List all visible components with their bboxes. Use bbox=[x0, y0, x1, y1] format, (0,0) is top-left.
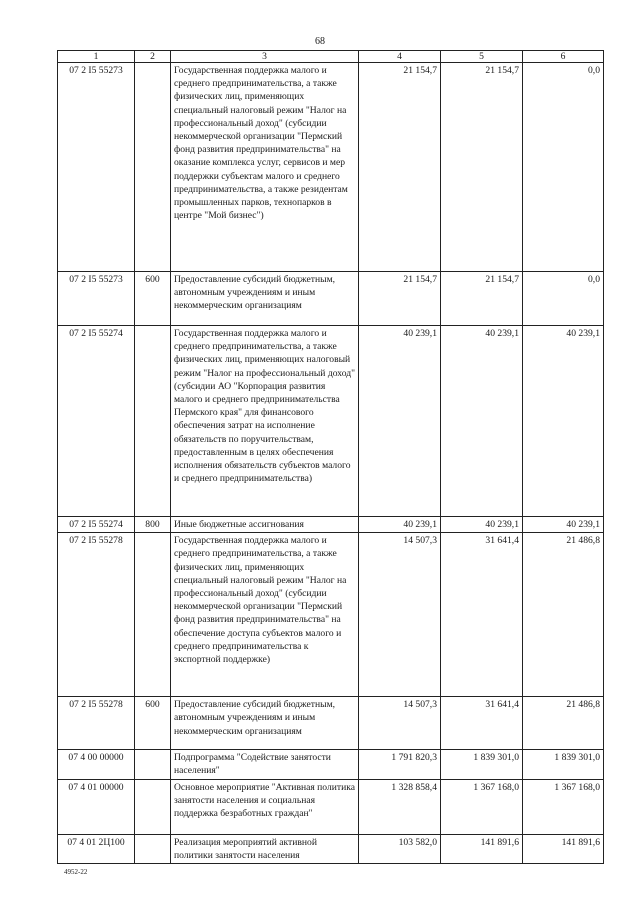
row-name: Предоставление субсидий бюджетным, автономным учреждениям и иным некоммерческим организациям bbox=[171, 272, 359, 326]
table-row bbox=[58, 834, 604, 863]
row-expense-type bbox=[135, 834, 171, 863]
row-value-col6: 40 239,1 bbox=[523, 326, 604, 517]
row-value-col4: 21 154,7 bbox=[359, 272, 441, 326]
row-expense-type bbox=[135, 533, 171, 697]
row-value-col6: 141 891,6 bbox=[523, 834, 604, 863]
row-name: Реализация мероприятий активной политики занятости населения bbox=[171, 834, 359, 863]
row-code: 07 2 I5 55273 bbox=[58, 272, 135, 326]
header-col-1: 1 bbox=[58, 51, 135, 63]
row-name: Государственная поддержка малого и среднего предпринимательства, а также физических лиц, применяющих специальный налоговый режим "Налог на профессиональный доход" (субсидии некоммерческой организации "Пермский фонд развития предпринимательства" на оказание комплекса услуг, сервисов и мер поддержки субъектам малого и среднего предпринимательства, а также резидентам промышленных парков, технопарков в центре "Мой бизнес") bbox=[171, 63, 359, 272]
table-row bbox=[58, 533, 604, 697]
row-value-col5: 1 839 301,0 bbox=[441, 750, 523, 779]
row-name: Основное мероприятие "Активная политика занятости населения и социальная поддержка безработных граждан" bbox=[171, 779, 359, 834]
row-expense-type bbox=[135, 779, 171, 834]
header-row bbox=[58, 51, 604, 63]
row-name: Государственная поддержка малого и среднего предпринимательства, а также физических лиц, применяющих налоговый режим "Налог на профессиональный доход" (субсидии АО "Корпорация развития малого и среднего предпринимательства Пермского края" для финансового обеспечения затрат на исполнение обязательств по поручительствам, предоставленным в целях обеспечения исполнения обязательств субъектов малого и среднего предпринимательства) bbox=[171, 326, 359, 517]
row-value-col6: 0,0 bbox=[523, 272, 604, 326]
row-value-col5: 40 239,1 bbox=[441, 517, 523, 533]
table-row bbox=[58, 697, 604, 750]
row-expense-type bbox=[135, 326, 171, 517]
row-value-col4: 40 239,1 bbox=[359, 517, 441, 533]
header-col-5: 5 bbox=[441, 51, 523, 63]
row-code: 07 2 I5 55274 bbox=[58, 326, 135, 517]
row-expense-type: 600 bbox=[135, 697, 171, 750]
page-number: 68 bbox=[315, 36, 325, 47]
row-code: 07 4 00 00000 bbox=[58, 750, 135, 779]
row-value-col5: 1 367 168,0 bbox=[441, 779, 523, 834]
row-value-col6: 0,0 bbox=[523, 63, 604, 272]
row-value-col5: 141 891,6 bbox=[441, 834, 523, 863]
header-col-2: 2 bbox=[135, 51, 171, 63]
row-expense-type bbox=[135, 63, 171, 272]
row-value-col4: 21 154,7 bbox=[359, 63, 441, 272]
table-row bbox=[58, 272, 604, 326]
row-value-col4: 14 507,3 bbox=[359, 533, 441, 697]
row-value-col6: 21 486,8 bbox=[523, 533, 604, 697]
row-code: 07 2 I5 55273 bbox=[58, 63, 135, 272]
row-value-col6: 1 839 301,0 bbox=[523, 750, 604, 779]
row-value-col5: 31 641,4 bbox=[441, 697, 523, 750]
row-value-col4: 1 328 858,4 bbox=[359, 779, 441, 834]
table-row bbox=[58, 517, 604, 533]
header-col-6: 6 bbox=[523, 51, 604, 63]
row-value-col5: 21 154,7 bbox=[441, 272, 523, 326]
row-value-col4: 14 507,3 bbox=[359, 697, 441, 750]
row-value-col6: 1 367 168,0 bbox=[523, 779, 604, 834]
row-expense-type bbox=[135, 750, 171, 779]
row-value-col4: 103 582,0 bbox=[359, 834, 441, 863]
header-col-3: 3 bbox=[171, 51, 359, 63]
table-row bbox=[58, 750, 604, 779]
row-expense-type: 600 bbox=[135, 272, 171, 326]
row-code: 07 4 01 2Ц100 bbox=[58, 834, 135, 863]
header-col-4: 4 bbox=[359, 51, 441, 63]
budget-table bbox=[57, 50, 604, 864]
row-value-col6: 21 486,8 bbox=[523, 697, 604, 750]
row-code: 07 2 I5 55278 bbox=[58, 697, 135, 750]
table-row bbox=[58, 326, 604, 517]
row-value-col4: 1 791 820,3 bbox=[359, 750, 441, 779]
table-row bbox=[58, 63, 604, 272]
row-name: Предоставление субсидий бюджетным, автономным учреждениям и иным некоммерческим организациям bbox=[171, 697, 359, 750]
row-value-col6: 40 239,1 bbox=[523, 517, 604, 533]
row-value-col5: 21 154,7 bbox=[441, 63, 523, 272]
row-name: Государственная поддержка малого и среднего предпринимательства, а также физических лиц, применяющих специальный налоговый режим "Налог на профессиональный доход" (субсидии некоммерческой организации "Пермский фонд развития предпринимательства" на обеспечение доступа субъектов малого и среднего предпринимательства к экспортной поддержке) bbox=[171, 533, 359, 697]
row-code: 07 2 I5 55274 bbox=[58, 517, 135, 533]
row-code: 07 2 I5 55278 bbox=[58, 533, 135, 697]
row-name: Подпрограмма "Содействие занятости населения" bbox=[171, 750, 359, 779]
row-value-col5: 31 641,4 bbox=[441, 533, 523, 697]
document-footer-code: 4952-22 bbox=[64, 868, 88, 876]
table-row bbox=[58, 779, 604, 834]
row-value-col4: 40 239,1 bbox=[359, 326, 441, 517]
row-value-col5: 40 239,1 bbox=[441, 326, 523, 517]
row-expense-type: 800 bbox=[135, 517, 171, 533]
row-name: Иные бюджетные ассигнования bbox=[171, 517, 359, 533]
row-code: 07 4 01 00000 bbox=[58, 779, 135, 834]
